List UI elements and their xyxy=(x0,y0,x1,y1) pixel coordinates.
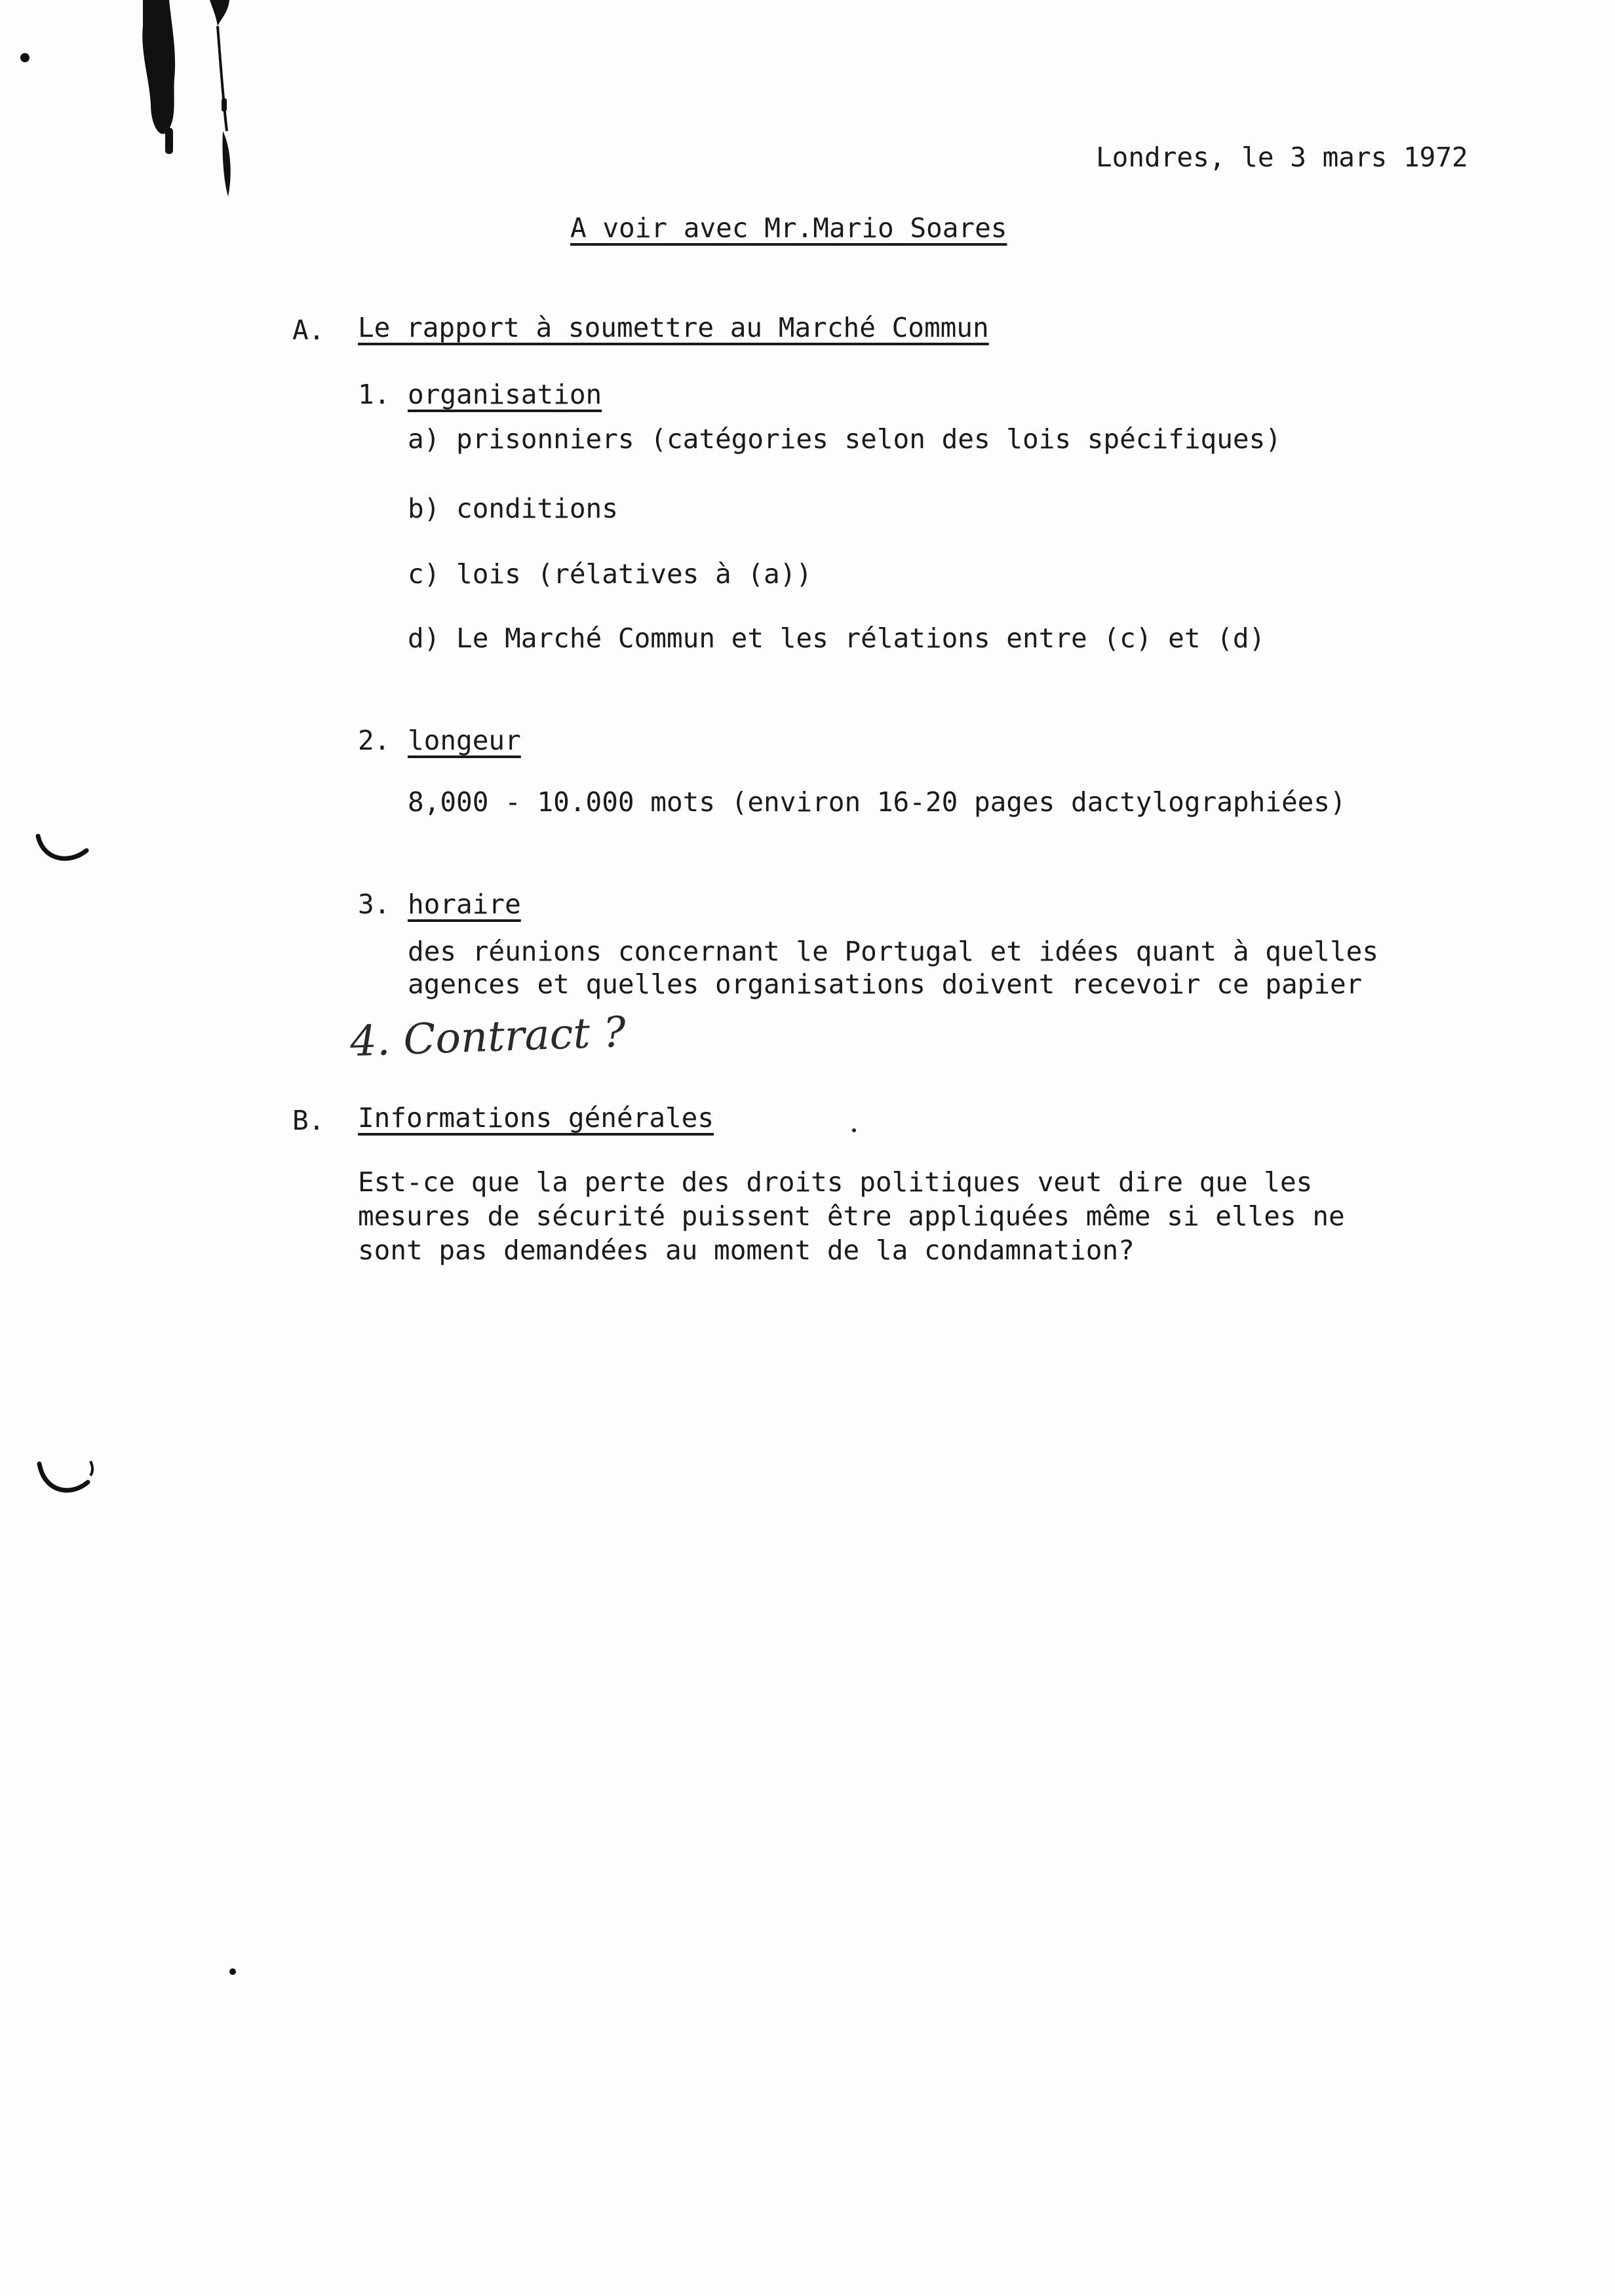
item-2-text: 8,000 - 10.000 mots (environ 16-20 pages dactylographiées) xyxy=(408,786,1346,818)
ink-blot-mark xyxy=(131,0,249,210)
handwritten-note: 4. Contract ? xyxy=(349,1008,627,1067)
item-3-number: 3. xyxy=(358,889,391,920)
speck-mark xyxy=(851,1127,857,1134)
speck-mark xyxy=(18,51,31,64)
section-a-heading: Le rapport à soumettre au Marché Commun xyxy=(358,312,989,343)
section-a-marker: A. xyxy=(292,315,325,346)
item-1-label: organisation xyxy=(408,379,602,410)
item-2-label: longeur xyxy=(408,725,521,756)
speck-mark xyxy=(228,1967,237,1976)
item-3-label: horaire xyxy=(408,889,521,920)
item-3-line-2: agences et quelles organisations doivent recevoir ce papier xyxy=(408,968,1363,1000)
document-title: A voir avec Mr.Mario Soares xyxy=(570,212,1007,244)
item-3-line-1: des réunions concernant le Portugal et idées quant à quelles xyxy=(408,936,1379,967)
section-b-marker: B. xyxy=(292,1105,325,1136)
section-b-heading: Informations générales xyxy=(358,1102,714,1134)
date-line: Londres, le 3 mars 1972 xyxy=(1096,142,1468,173)
subitem-a: a) prisonniers (catégories selon des lois spécifiques) xyxy=(408,423,1281,455)
subitem-b: b) conditions xyxy=(408,493,618,524)
subitem-c: c) lois (rélatives à (a)) xyxy=(408,558,813,590)
subitem-d: d) Le Marché Commun et les rélations entre (c) et (d) xyxy=(408,622,1266,654)
item-1-number: 1. xyxy=(358,379,391,410)
item-2-number: 2. xyxy=(358,725,391,756)
punch-hole-mark xyxy=(34,1456,100,1508)
punch-hole-mark xyxy=(34,831,93,870)
section-b-line-2: mesures de sécurité puissent être appliquées même si elles ne xyxy=(358,1200,1345,1232)
section-b-line-1: Est-ce que la perte des droits politiques veut dire que les xyxy=(358,1166,1313,1198)
section-b-line-3: sont pas demandées au moment de la condamnation? xyxy=(358,1234,1135,1266)
